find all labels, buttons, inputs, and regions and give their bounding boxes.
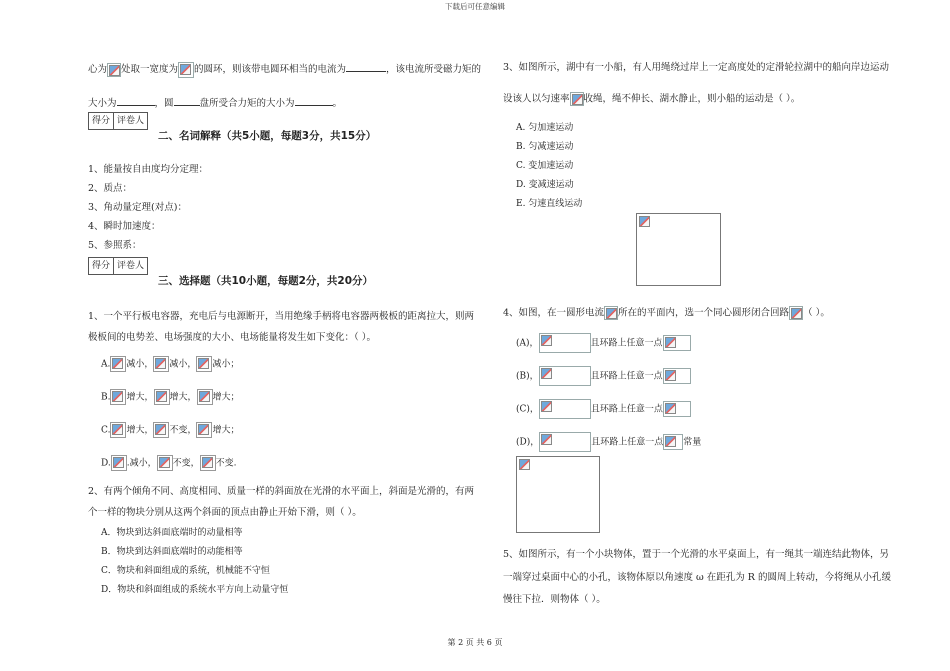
question-text: 5、如图所示，有一个小块物体，置于一个光滑的水平桌面上，有一绳其一端连结此物体，另	[503, 549, 890, 560]
option-b[interactable]	[516, 366, 691, 386]
option-label: A.	[101, 359, 111, 370]
formula-image-icon	[789, 306, 803, 320]
term-item: 3、角动量定理(对点)：	[88, 202, 187, 213]
section-title: 三、选择题（共10小题，每题2分，共20分）	[158, 275, 374, 287]
question-text: 3、如图所示，湖中有一小船，有人用绳绕过岸上一定高度处的定滑轮拉湖中的船向岸边运动	[503, 62, 890, 73]
formula-image-icon	[110, 422, 126, 438]
formula-image-icon	[604, 306, 618, 320]
option-label: (D)，	[516, 437, 540, 448]
reviewer-label: 评卷人	[117, 116, 145, 126]
question-text: 1、一个平行板电容器，充电后与电源断开，当用绝缘手柄将电容器两极板的距离拉大，则两	[88, 311, 475, 322]
score-label: 得分	[89, 258, 114, 274]
formula-image-icon	[107, 63, 121, 77]
text: 心为	[88, 64, 108, 75]
question-text: 慢往下拉．则物体（ ）。	[503, 594, 606, 605]
continued-question-line-2	[88, 95, 342, 111]
formula-image-icon	[153, 356, 169, 372]
formula-image-icon	[200, 455, 216, 471]
question-text: 极板间的电势差、电场强度的大小、电场能量将发生如下变化：（ ）。	[88, 332, 377, 343]
formula-image-icon	[663, 368, 691, 384]
text: 减小，	[169, 359, 197, 370]
text: 所在的平面内，选一个同心圆形闭合回路	[618, 307, 790, 319]
text: 4、如图，在一圆形电流	[503, 307, 605, 319]
score-box	[88, 257, 148, 275]
question-text	[503, 306, 830, 321]
option-d[interactable]	[101, 455, 237, 471]
text: 大小为	[88, 98, 117, 109]
term-item: 5、参照系：	[88, 240, 142, 251]
option-a[interactable]	[516, 333, 691, 353]
option-a[interactable]	[101, 356, 239, 372]
term-item: 4、瞬时加速度：	[88, 221, 161, 232]
reviewer-label: 评卷人	[117, 261, 145, 271]
formula-image-icon	[153, 422, 169, 438]
question-text: 2、有两个倾角不同、高度相同、质量一样的斜面放在光滑的水平面上，斜面是光滑的，有两	[88, 486, 475, 497]
formula-image-icon	[539, 432, 591, 452]
option-label: B.	[101, 392, 111, 403]
answer-blank[interactable]	[117, 95, 155, 106]
score-box	[88, 112, 148, 130]
page-header: 下载后可任意编辑	[445, 2, 505, 11]
text: 减小，	[126, 359, 154, 370]
option-label: (B)，	[516, 371, 539, 382]
formula-image-icon	[539, 399, 591, 419]
formula-image-icon	[111, 455, 127, 471]
text: 且环路上任意一点	[590, 371, 663, 382]
text: 收绳，绳不伸长、湖水静止，则小船的运动是（ ）。	[583, 93, 801, 105]
text: 不变，	[172, 458, 200, 469]
text: 增大；	[212, 425, 240, 436]
option-label: (A)，	[516, 338, 539, 349]
formula-image-icon	[539, 333, 591, 353]
text: 常量	[683, 437, 702, 448]
page-footer: 第 2 页 共 6 页	[447, 638, 503, 647]
option-b[interactable]: B. 匀减速运动	[516, 142, 574, 152]
formula-image-icon	[663, 434, 683, 450]
formula-image-icon	[663, 335, 691, 351]
text: 增大；	[212, 392, 240, 403]
answer-blank[interactable]	[295, 95, 333, 106]
text: 减小；	[212, 359, 240, 370]
question-text: 个一样的物块分别从这两个斜面的顶点由静止开始下滑，则（ ）。	[88, 507, 362, 518]
text: （ ）。	[803, 307, 830, 319]
text: .减小，	[126, 458, 157, 469]
option-b[interactable]	[101, 389, 240, 405]
text: 且环路上任意一点	[590, 338, 663, 349]
formula-image-icon	[154, 389, 170, 405]
answer-blank[interactable]	[174, 95, 200, 106]
option-label: (C)，	[516, 404, 539, 415]
answer-blank[interactable]	[346, 61, 386, 72]
text: ，圆	[154, 98, 174, 109]
text: 不变，	[169, 425, 197, 436]
term-item: 1、能量按自由度均分定理：	[88, 164, 209, 175]
formula-image-icon	[196, 422, 212, 438]
figure-image	[516, 456, 600, 533]
option-c[interactable]: C．物块和斜面组成的系统，机械能不守恒	[101, 566, 270, 576]
text: 。	[332, 98, 343, 109]
continued-question-line-1	[88, 61, 481, 78]
formula-image-icon	[663, 401, 691, 417]
option-c[interactable]	[101, 422, 239, 438]
text: 处取一宽度为	[121, 64, 179, 75]
text: 的圆环，则该带电圆环相当的电流为	[194, 64, 347, 75]
question-text	[503, 92, 800, 107]
option-c[interactable]: C. 变加速运动	[516, 161, 574, 171]
option-label: D.	[101, 458, 111, 469]
formula-image-icon	[197, 389, 213, 405]
term-item: 2、质点：	[88, 183, 133, 194]
option-d[interactable]	[516, 432, 701, 452]
formula-image-icon	[196, 356, 212, 372]
section-title: 二、名词解释（共5小题，每题3分，共15分）	[158, 130, 377, 142]
text: ，该电流所受磁力矩的	[386, 64, 482, 75]
formula-image-icon	[539, 366, 591, 386]
formula-image-icon	[570, 92, 584, 106]
text: 盘所受合力矩的大小为	[199, 98, 295, 109]
formula-image-icon	[110, 356, 126, 372]
option-a[interactable]: A．物块到达斜面底端时的动量相等	[101, 528, 243, 538]
formula-image-icon	[110, 389, 126, 405]
option-c[interactable]	[516, 399, 691, 419]
text: 且环路上任意一点	[590, 404, 663, 415]
text: 不变.	[215, 458, 237, 469]
figure-image	[636, 213, 721, 286]
text: 增大，	[126, 392, 154, 403]
option-d[interactable]: D. 变减速运动	[516, 180, 574, 190]
text: 设该人以匀速率	[503, 93, 570, 105]
text: 增大，	[126, 425, 154, 436]
question-text: 一端穿过桌面中心的小孔，该物体原以角速度 ω 在距孔为 R 的圆周上转动，今将绳从小孔缓	[503, 572, 891, 583]
option-b[interactable]: B．物块到达斜面底端时的动能相等	[101, 547, 243, 557]
formula-image-icon	[157, 455, 173, 471]
score-label: 得分	[89, 113, 114, 129]
option-e[interactable]: E. 匀速直线运动	[516, 199, 583, 209]
text: 增大，	[169, 392, 197, 403]
text: 且环路上任意一点	[591, 437, 664, 448]
option-d[interactable]: D．物块和斜面组成的系统水平方向上动量守恒	[101, 585, 289, 595]
option-label: C.	[101, 425, 111, 436]
option-a[interactable]: A. 匀加速运动	[516, 123, 574, 133]
formula-image-icon	[178, 62, 194, 78]
